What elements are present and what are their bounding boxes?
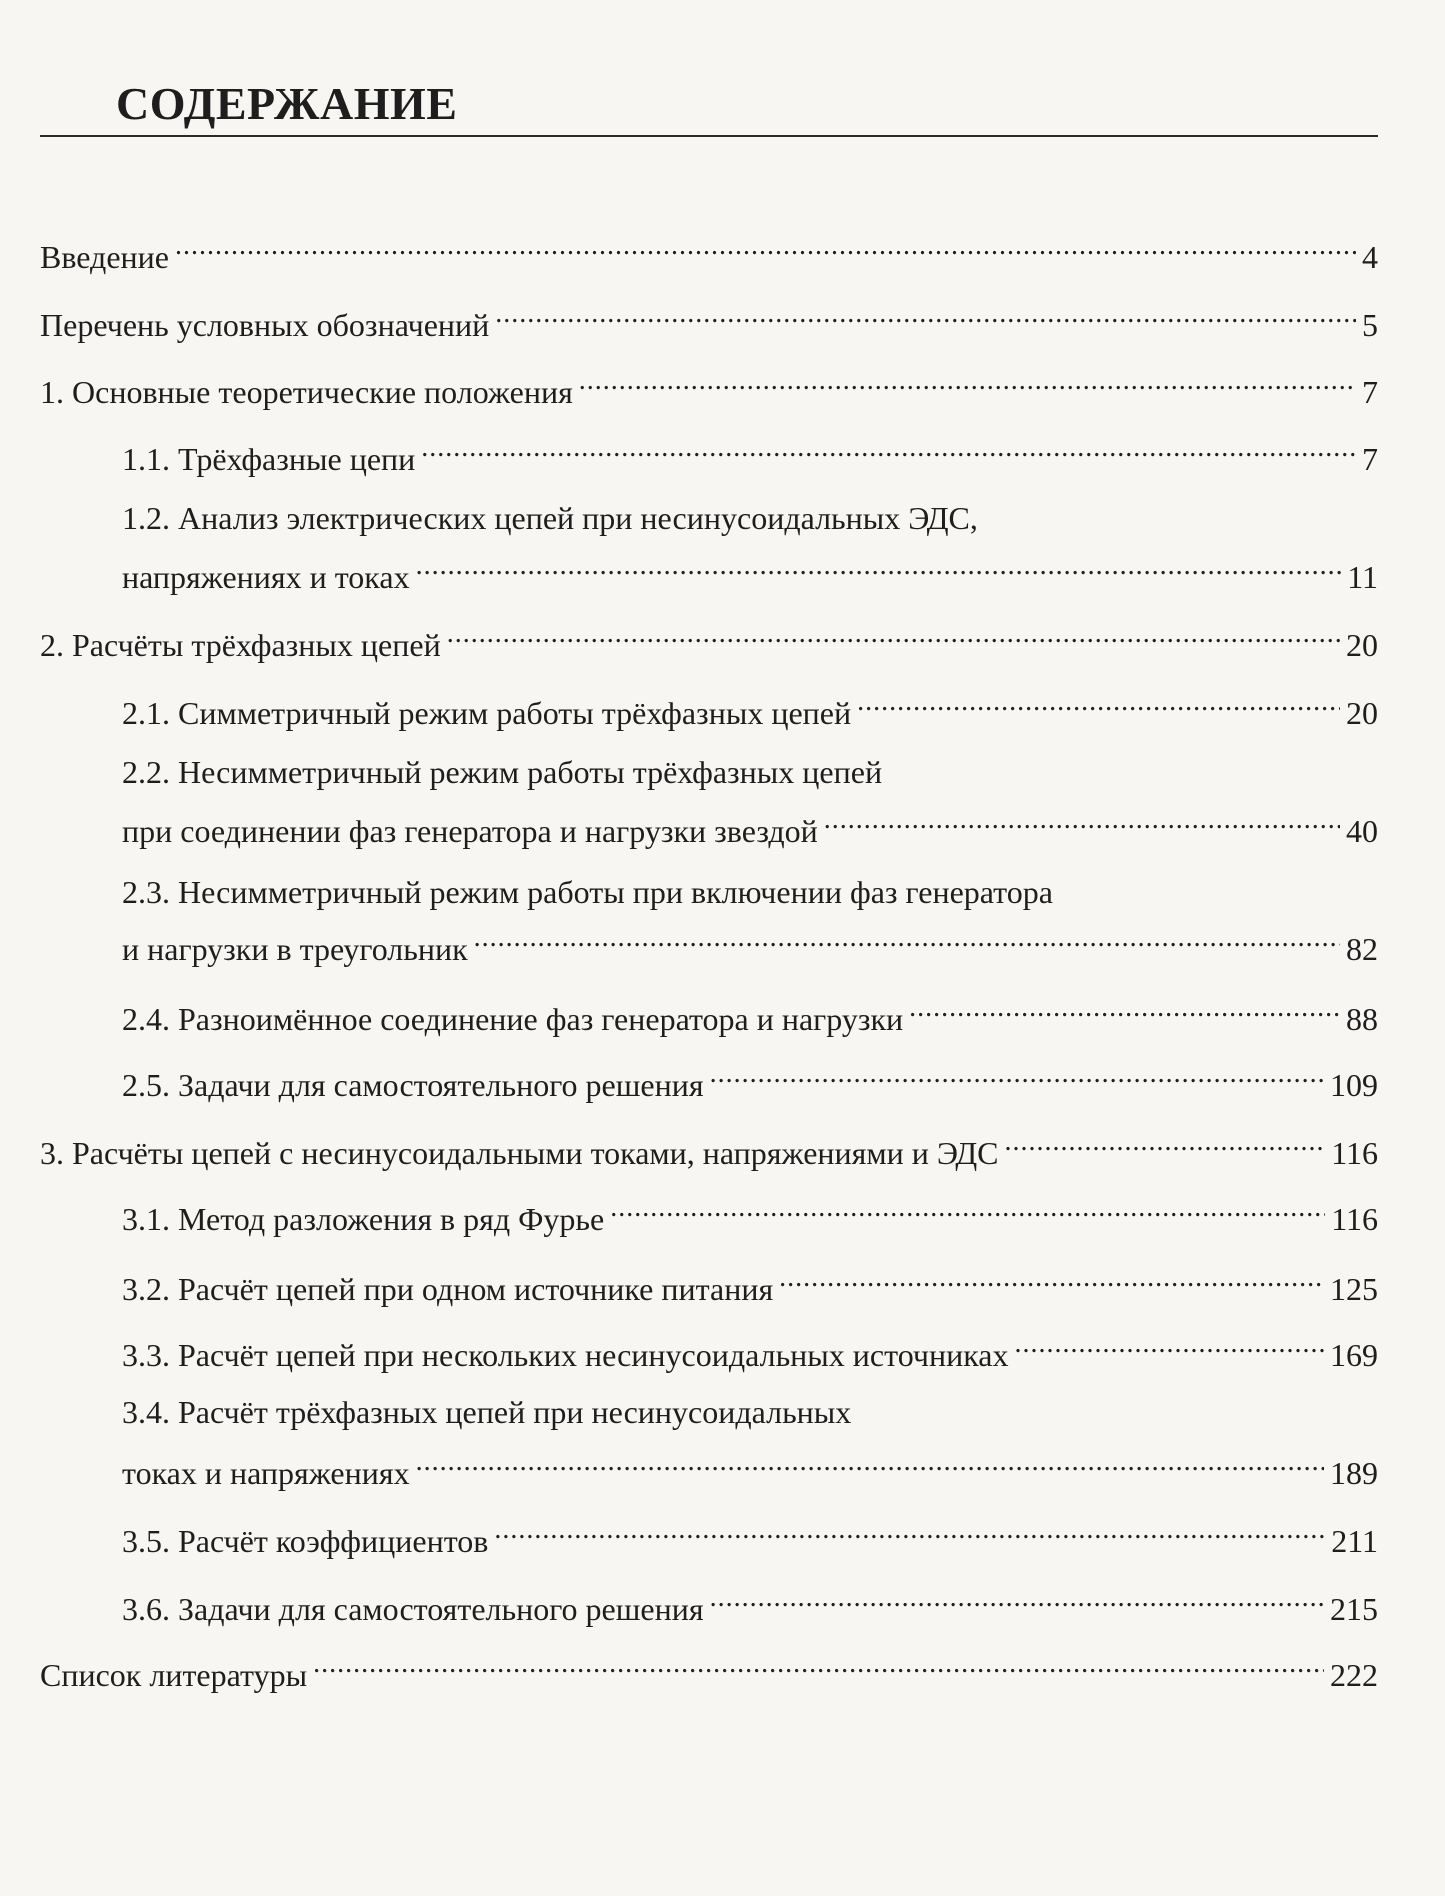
toc-entry-label: 2.1. Симметричный режим работы трёхфазных цепей — [122, 695, 852, 731]
toc-leader-dots — [416, 548, 1342, 588]
toc-entry-label: 3. Расчёты цепей с несинусоидальными токами, напряжениями и ЭДС — [40, 1135, 999, 1171]
toc-entry[interactable] — [122, 1444, 1378, 1493]
toc-entry-label: Перечень условных обозначений — [40, 307, 490, 343]
toc-entry-label: и нагрузки в треугольник — [122, 931, 468, 967]
toc-entry[interactable] — [122, 548, 1378, 597]
toc-entry[interactable] — [122, 1056, 1378, 1105]
toc-page-number: 211 — [1331, 1523, 1378, 1559]
toc-leader-dots — [474, 920, 1340, 960]
toc-page-number: 88 — [1346, 1001, 1378, 1037]
toc-entry[interactable] — [122, 1580, 1378, 1629]
toc-leader-dots — [1014, 1326, 1324, 1366]
toc-page-number: 215 — [1330, 1591, 1378, 1627]
toc-entry-label: 1.1. Трёхфазные цепи — [122, 441, 416, 477]
toc-entry[interactable] — [40, 363, 1378, 412]
toc-page-number: 125 — [1330, 1271, 1378, 1307]
toc-page-number: 109 — [1330, 1067, 1378, 1103]
toc-entry-first-line: 3.4. Расчёт трёхфазных цепей при несинусоидальных — [122, 1394, 852, 1430]
toc-entry-first-line: 2.3. Несимметричный режим работы при включении фаз генератора — [122, 874, 1053, 910]
toc-leader-dots — [416, 1444, 1324, 1484]
toc-leader-dots — [824, 802, 1340, 842]
toc-entry[interactable] — [122, 1512, 1378, 1561]
toc-entry-label: токах и напряжениях — [122, 1455, 410, 1491]
toc-entry[interactable] — [40, 616, 1378, 665]
toc-entry-label: 1. Основные теоретические положения — [40, 374, 573, 410]
toc-leader-dots — [495, 296, 1356, 336]
toc-page-number: 169 — [1330, 1337, 1378, 1373]
toc-entry-label: 3.2. Расчёт цепей при одном источнике питания — [122, 1271, 774, 1307]
toc-entry[interactable] — [122, 684, 1378, 733]
toc-entry[interactable] — [40, 228, 1378, 277]
toc-leader-dots — [175, 228, 1356, 268]
toc-entry[interactable] — [40, 1124, 1378, 1173]
toc-entry[interactable] — [122, 920, 1378, 969]
toc-entry[interactable] — [122, 1260, 1378, 1309]
toc-leader-dots — [494, 1512, 1325, 1552]
title-rule — [40, 135, 1378, 137]
toc-leader-dots — [579, 363, 1356, 403]
toc-entry-label: 2. Расчёты трёхфазных цепей — [40, 627, 441, 663]
toc-page-number: 82 — [1346, 931, 1378, 967]
toc-page-number: 116 — [1331, 1201, 1378, 1237]
toc-page-number: 20 — [1346, 627, 1378, 663]
toc-page-number: 7 — [1362, 441, 1378, 477]
toc-leader-dots — [857, 684, 1340, 724]
toc-entry-label: 3.5. Расчёт коэффициентов — [122, 1523, 489, 1559]
toc-entry[interactable] — [122, 990, 1378, 1039]
toc-page-number: 7 — [1362, 374, 1378, 410]
toc-entry[interactable] — [122, 802, 1378, 851]
toc-entry-first-line: 2.2. Несимметричный режим работы трёхфазных цепей — [122, 754, 883, 790]
toc-page-number: 116 — [1331, 1135, 1378, 1171]
toc-entry[interactable] — [40, 1646, 1378, 1695]
toc-leader-dots — [421, 430, 1356, 470]
toc-entry-label: 3.3. Расчёт цепей при нескольких несинусоидальных источниках — [122, 1337, 1009, 1373]
toc-leader-dots — [909, 990, 1340, 1030]
toc-leader-dots — [710, 1580, 1324, 1620]
toc-page-number: 5 — [1362, 307, 1378, 343]
toc-page-number: 11 — [1347, 559, 1378, 595]
toc-leader-dots — [610, 1190, 1325, 1230]
toc-entry-label: Введение — [40, 239, 169, 275]
toc-entry-label: 3.6. Задачи для самостоятельного решения — [122, 1591, 704, 1627]
toc-entry-first-line: 1.2. Анализ электрических цепей при несинусоидальных ЭДС, — [122, 500, 978, 536]
toc-entry-label: 2.4. Разноимённое соединение фаз генератора и нагрузки — [122, 1001, 904, 1037]
toc-entry-label: при соединении фаз генератора и нагрузки звездой — [122, 813, 818, 849]
toc-entry-label: напряжениях и токах — [122, 559, 410, 595]
toc-leader-dots — [710, 1056, 1324, 1096]
page-title: СОДЕРЖАНИЕ — [116, 78, 458, 129]
toc-leader-dots — [313, 1646, 1324, 1686]
toc-entry[interactable] — [122, 1190, 1378, 1239]
toc-leader-dots — [447, 616, 1340, 656]
toc-entry-label: Список литературы — [40, 1657, 308, 1693]
toc-page-number: 40 — [1346, 813, 1378, 849]
toc-entry[interactable] — [122, 430, 1378, 479]
toc-leader-dots — [779, 1260, 1324, 1300]
toc-page-number: 4 — [1362, 239, 1378, 275]
toc-entry[interactable] — [122, 1326, 1378, 1375]
toc-page-number: 20 — [1346, 695, 1378, 731]
toc-page-number: 189 — [1330, 1455, 1378, 1491]
toc-entry[interactable] — [40, 296, 1378, 345]
toc-entry-label: 3.1. Метод разложения в ряд Фурье — [122, 1201, 605, 1237]
toc-leader-dots — [1004, 1124, 1325, 1164]
toc-page-number: 222 — [1330, 1657, 1378, 1693]
toc-entry-label: 2.5. Задачи для самостоятельного решения — [122, 1067, 704, 1103]
